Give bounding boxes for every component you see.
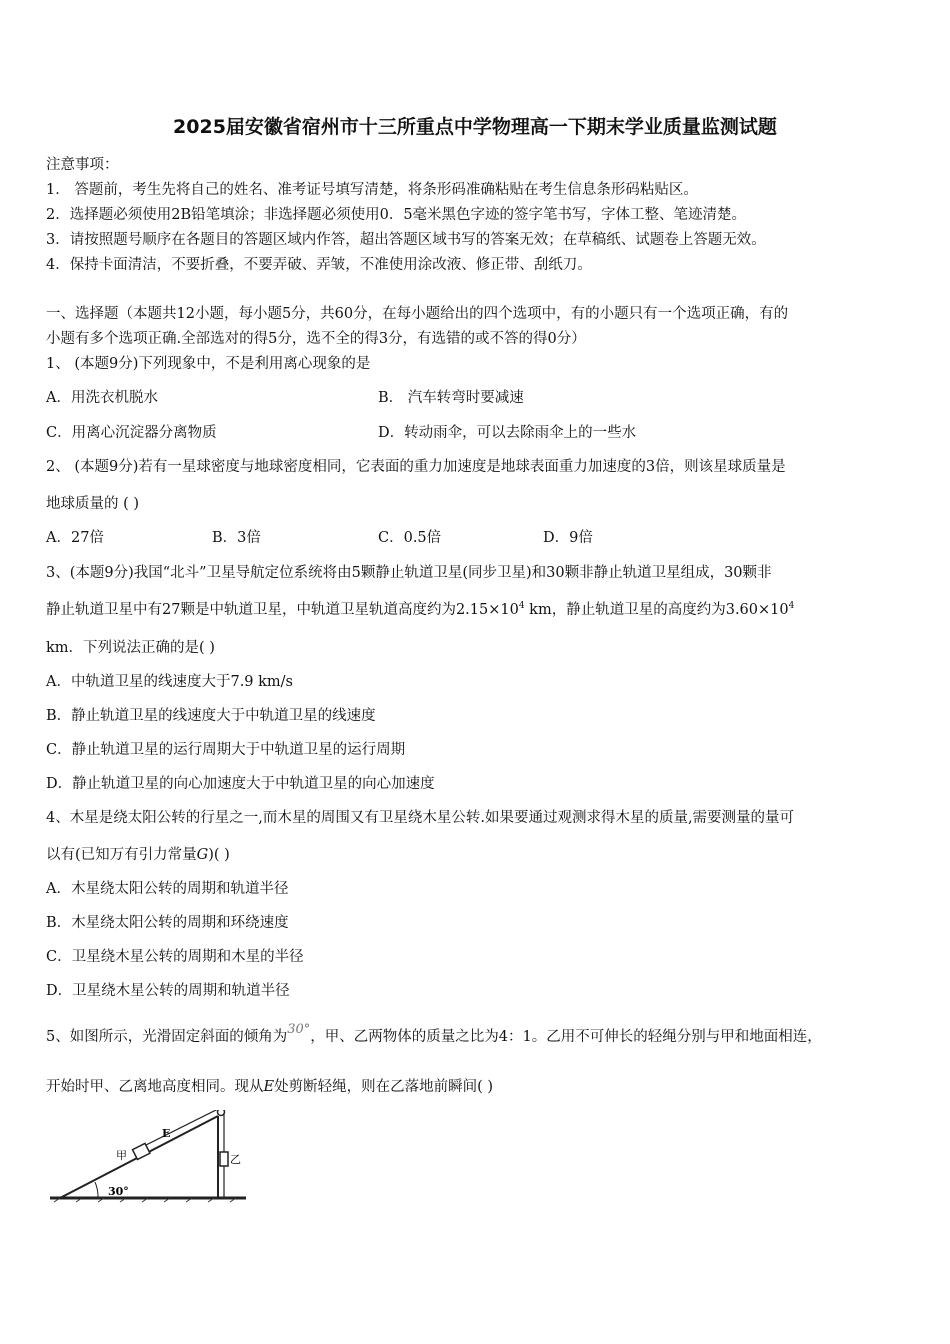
- figure-label-e: E: [162, 1127, 171, 1140]
- page-title: 2025届安徽省宿州市十三所重点中学物理高一下期末学业质量监测试题: [173, 116, 777, 138]
- q4-line2-part1: 以有(已知万有引力常量: [46, 847, 197, 863]
- block-jia: [132, 1143, 149, 1159]
- figure-label-yi: 乙: [230, 1153, 241, 1166]
- q4-stem-line1: 4、木星是绕太阳公转的行星之一,而木星的周围又有卫星绕木星公转.如果要通过观测求得木星的质量,需要测量的量可: [46, 810, 795, 826]
- q3-stem-line1: 3、(本题9分)我国“北斗”卫星导航定位系统将由5颗静止轨道卫星(同步卫星)和30颗非静止轨道卫星组成，30颗非: [46, 565, 772, 581]
- section-heading-line2: 小题有多个选项正确.全部选对的得5分，选不全的得3分，有选错的或不答的得0分）: [46, 331, 586, 347]
- q4-constant-g: G: [196, 847, 209, 863]
- q2-option-d: D．9倍: [543, 530, 593, 546]
- q5-angle-value: 30°: [287, 1022, 311, 1037]
- q3-option-d: D．静止轨道卫星的向心加速度大于中轨道卫星的向心加速度: [46, 776, 435, 792]
- q1-option-c: C．用离心沉淀器分离物质: [46, 425, 217, 441]
- section-heading-line1: 一、选择题（本题共12小题，每小题5分，共60分，在每小题给出的四个选项中，有的小题只有一个选项正确，有的: [46, 306, 789, 322]
- q5-line1-part1: 5、如图所示，光滑固定斜面的倾角为: [46, 1029, 288, 1045]
- q3-stem-line2: [46, 598, 794, 619]
- q5-point-e: E: [263, 1079, 275, 1095]
- q2-stem-line1: 2、 (本题9分)若有一星球密度与地球密度相同，它表面的重力加速度是地球表面重力加速度的3倍，则该星球质量是: [46, 459, 786, 475]
- q3-line2-part2: km，静止轨道卫星的高度约为3.60×10: [524, 602, 789, 618]
- q5-line1-part2: ，甲、乙两物体的质量之比为4：1。乙用不可伸长的轻绳分别与甲和地面相连，: [310, 1029, 822, 1045]
- q2-option-b: B．3倍: [212, 530, 261, 546]
- q3-exponent-2: 4: [788, 601, 795, 612]
- block-yi: [220, 1152, 228, 1166]
- figure-angle-label: 30°: [108, 1185, 129, 1198]
- q4-option-d: D．卫星绕木星公转的周期和轨道半径: [46, 983, 290, 999]
- q5-line2-part1: 开始时甲、乙离地高度相同。现从: [46, 1079, 264, 1095]
- q4-line2-part2: )( ): [208, 847, 230, 863]
- q3-line2-part1: 静止轨道卫星中有27颗是中轨道卫星，中轨道卫星轨道高度约为2.15×10: [46, 602, 519, 618]
- q2-option-c: C．0.5倍: [378, 530, 442, 546]
- incline-figure: [46, 1110, 256, 1210]
- q1-stem: 1、 (本题9分)下列现象中，不是利用离心现象的是: [46, 356, 371, 372]
- rope-jia: [146, 1110, 218, 1145]
- q3-option-a: A．中轨道卫星的线速度大于7.9 km/s: [46, 674, 294, 690]
- q4-stem-line2: [46, 843, 230, 864]
- q5-line2-part2: 处剪断轻绳，则在乙落地前瞬间( ): [274, 1079, 494, 1095]
- q1-option-b: B． 汽车转弯时要减速: [378, 390, 524, 406]
- notice-item-1: 1． 答题前，考生先将自己的姓名、准考证号填写清楚，将条形码准确粘贴在考生信息条形码粘贴区。: [46, 182, 698, 198]
- q4-option-b: B．木星绕太阳公转的周期和环绕速度: [46, 915, 289, 931]
- notice-item-4: 4．保持卡面清洁，不要折叠，不要弄破、弄皱，不准使用涂改液、修正带、刮纸刀。: [46, 257, 592, 273]
- notice-item-2: 2．选择题必须使用2B铅笔填涂；非选择题必须使用0．5毫米黑色字迹的签字笔书写，字体工整、笔迹清楚。: [46, 207, 747, 223]
- notice-item-3: 3．请按照题号顺序在各题目的答题区域内作答，超出答题区域书写的答案无效；在草稿纸、试题卷上答题无效。: [46, 232, 766, 248]
- q5-stem-line1: [46, 1022, 822, 1046]
- q2-option-a: A．27倍: [46, 530, 104, 546]
- q5-stem-line2: [46, 1075, 493, 1096]
- q3-option-c: C．静止轨道卫星的运行周期大于中轨道卫星的运行周期: [46, 742, 406, 758]
- q3-option-b: B．静止轨道卫星的线速度大于中轨道卫星的线速度: [46, 708, 376, 724]
- q2-stem-line2: 地球质量的 ( ): [46, 496, 140, 512]
- q4-option-a: A．木星绕太阳公转的周期和轨道半径: [46, 881, 289, 897]
- notice-heading: 注意事项：: [46, 157, 119, 173]
- q3-stem-line3: km．下列说法正确的是( ): [46, 640, 215, 656]
- q1-option-a: A．用洗衣机脱水: [46, 390, 158, 406]
- q3-exponent-1: 4: [518, 601, 525, 612]
- angle-arc: [95, 1182, 98, 1198]
- q1-option-d: D．转动雨伞，可以去除雨伞上的一些水: [378, 425, 637, 441]
- q4-option-c: C．卫星绕木星公转的周期和木星的半径: [46, 949, 304, 965]
- figure-label-jia: 甲: [116, 1149, 127, 1162]
